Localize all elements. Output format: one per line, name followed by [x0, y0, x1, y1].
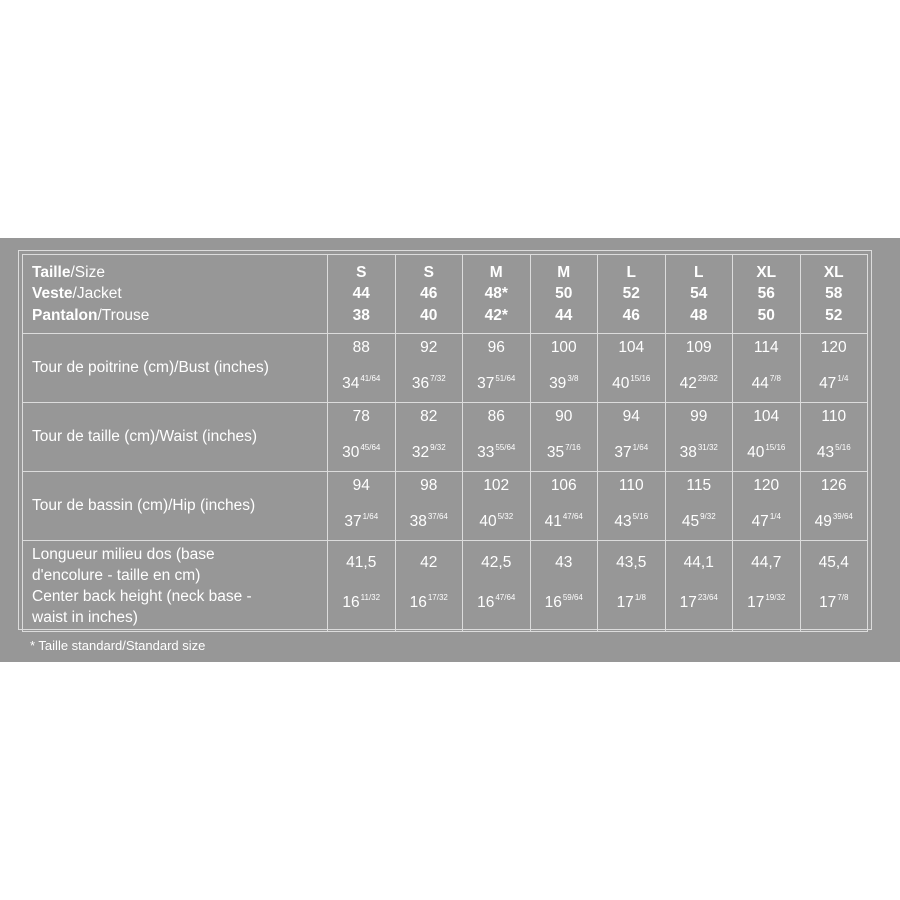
size-column-header: [598, 255, 666, 334]
header-row: [23, 255, 868, 334]
inch-fraction: 1/64: [362, 512, 379, 521]
cm-value: 94: [352, 477, 370, 494]
inch-whole: 17: [616, 594, 634, 611]
inch-whole: 47: [819, 375, 837, 392]
inch-whole: 42: [679, 375, 697, 392]
size-column-header: [530, 255, 598, 334]
inch-value: [463, 589, 530, 612]
measurement-label: Tour de taille (cm)/Waist (inches): [23, 403, 328, 472]
center-back-row: [23, 541, 868, 632]
inch-whole: 39: [549, 375, 567, 392]
cm-value: 88: [352, 339, 370, 356]
size-column-header: [800, 255, 868, 334]
inch-value: [328, 589, 395, 612]
inch-fraction: 15/16: [765, 443, 786, 452]
measurement-cell: [800, 334, 868, 403]
inch-fraction: 19/32: [765, 593, 786, 602]
inch-whole: 40: [479, 513, 497, 530]
inch-fraction: 39/64: [832, 512, 853, 521]
jacket-size: 48*: [484, 285, 508, 303]
inch-value: [666, 589, 733, 612]
inch-value: [598, 370, 665, 393]
measurement-cell: [800, 541, 868, 632]
size-letter: L: [626, 263, 636, 281]
inch-fraction: 7/8: [769, 374, 781, 383]
cm-value: 90: [555, 408, 573, 425]
size-heading-fr: Taille: [32, 263, 71, 281]
inch-value: [598, 589, 665, 612]
inch-fraction: 37/64: [427, 512, 448, 521]
size-letter: L: [694, 263, 704, 281]
cm-value: 82: [420, 408, 438, 425]
cm-value: 42,5: [481, 554, 512, 571]
jacket-size: 54: [690, 285, 708, 303]
measurement-label: Tour de poitrine (cm)/Bust (inches): [23, 334, 328, 403]
inch-whole: 16: [544, 594, 562, 611]
inch-fraction: 9/32: [700, 512, 716, 521]
inch-value: [733, 439, 800, 462]
center-back-label-line: d'encolure - taille en cm): [32, 567, 201, 584]
cm-value: 78: [352, 408, 370, 425]
inch-whole: 37: [614, 444, 632, 461]
inch-whole: 35: [546, 444, 565, 461]
inch-fraction: 23/64: [697, 593, 718, 602]
size-letter: M: [489, 263, 503, 281]
cm-value: 102: [483, 477, 510, 494]
measurement-cell: [733, 403, 801, 472]
cm-value: 104: [753, 408, 780, 425]
cm-value: 94: [622, 408, 640, 425]
center-back-label-line: Longueur milieu dos (base: [32, 546, 215, 563]
cm-value: 86: [487, 408, 505, 425]
measurement-cell: [598, 472, 666, 541]
cm-value: 44,1: [683, 554, 714, 571]
size-letter: S: [356, 263, 367, 281]
size-chart-table: [22, 254, 868, 632]
measurement-cell: [463, 541, 531, 632]
jacket-size: 58: [825, 285, 843, 303]
measurement-cell: [530, 334, 598, 403]
cm-value: 96: [487, 339, 505, 356]
center-back-label: [23, 541, 328, 632]
measurement-cell: [395, 334, 463, 403]
jacket-size: 46: [420, 285, 438, 303]
measurement-cell: [395, 472, 463, 541]
measurement-cell: [733, 472, 801, 541]
inch-whole: 17: [679, 594, 697, 611]
inch-fraction: 1/64: [632, 443, 649, 452]
pants-size: 48: [690, 306, 708, 324]
inch-fraction: 9/32: [430, 443, 446, 452]
measurement-row: [23, 403, 868, 472]
inch-fraction: 59/64: [562, 593, 583, 602]
inch-value: [733, 589, 800, 612]
inch-fraction: 5/16: [835, 443, 851, 452]
inch-value: [801, 508, 868, 531]
inch-value: [733, 370, 800, 393]
pants-size: 38: [352, 306, 370, 324]
inch-value: [463, 439, 530, 462]
inch-value: [666, 439, 733, 462]
measurement-cell: [463, 472, 531, 541]
jacket-heading-en: /Jacket: [72, 285, 122, 303]
cm-value: 104: [618, 339, 645, 356]
inch-whole: 37: [477, 375, 495, 392]
pants-size: 50: [757, 306, 775, 324]
measurement-cell: [328, 403, 396, 472]
cm-value: 45,4: [818, 554, 849, 571]
inch-whole: 49: [814, 513, 832, 530]
jacket-size: 56: [757, 285, 775, 303]
inch-whole: 33: [477, 444, 495, 461]
measurement-cell: [463, 334, 531, 403]
cm-value: 106: [550, 477, 577, 494]
inch-whole: 30: [342, 444, 360, 461]
measurement-cell: [598, 541, 666, 632]
measurement-cell: [530, 541, 598, 632]
cm-value: 98: [420, 477, 438, 494]
inch-value: [801, 370, 868, 393]
size-column-header: [463, 255, 531, 334]
measurement-cell: [800, 403, 868, 472]
inch-value: [666, 370, 733, 393]
inch-fraction: 41/64: [360, 374, 381, 383]
measurement-cell: [733, 334, 801, 403]
inch-whole: 45: [681, 513, 700, 530]
inch-value: [328, 439, 395, 462]
measurement-cell: [328, 334, 396, 403]
measurement-cell: [733, 541, 801, 632]
inch-value: [801, 589, 868, 612]
pants-heading-en: /Trouse: [97, 306, 150, 324]
cm-value: 120: [753, 477, 780, 494]
inch-whole: 38: [409, 513, 427, 530]
inch-value: [733, 508, 800, 531]
inch-value: [666, 508, 733, 531]
inch-value: [396, 370, 463, 393]
center-back-label-line: waist in inches): [32, 609, 138, 626]
size-heading: [32, 262, 327, 284]
size-column-header: [328, 255, 396, 334]
inch-fraction: 7/8: [837, 593, 849, 602]
size-column-header: [395, 255, 463, 334]
center-back-label-line: Center back height (neck base -: [32, 588, 252, 605]
inch-value: [531, 439, 598, 462]
jacket-heading: [32, 283, 327, 305]
inch-fraction: 5/32: [497, 512, 514, 521]
measurement-cell: [328, 541, 396, 632]
inch-whole: 17: [747, 594, 765, 611]
pants-heading: [32, 305, 327, 327]
measurement-cell: [395, 541, 463, 632]
inch-whole: 16: [409, 594, 427, 611]
pants-size: 46: [622, 306, 640, 324]
inch-value: [801, 439, 868, 462]
size-letter: XL: [823, 263, 844, 281]
cm-value: 43: [555, 554, 573, 571]
measurement-cell: [665, 472, 733, 541]
inch-value: [396, 439, 463, 462]
cm-value: 110: [618, 477, 644, 494]
inch-fraction: 15/16: [630, 374, 651, 383]
inch-whole: 34: [342, 375, 360, 392]
inch-fraction: 5/16: [632, 512, 649, 521]
cm-value: 120: [820, 339, 847, 356]
inch-whole: 38: [679, 444, 697, 461]
inch-whole: 44: [751, 375, 769, 392]
header-label-cell: [23, 255, 328, 334]
inch-whole: 32: [411, 444, 430, 461]
cm-value: 115: [686, 477, 712, 494]
measurement-cell: [665, 334, 733, 403]
inch-fraction: 51/64: [495, 374, 516, 383]
cm-value: 42: [420, 554, 438, 571]
inch-fraction: 47/64: [495, 593, 516, 602]
inch-fraction: 31/32: [697, 443, 718, 452]
inch-whole: 40: [747, 444, 765, 461]
measurement-cell: [463, 403, 531, 472]
measurement-cell: [598, 403, 666, 472]
size-heading-en: /Size: [70, 263, 105, 281]
measurement-cell: [395, 403, 463, 472]
cm-value: 110: [821, 408, 847, 425]
cm-value: 126: [820, 477, 847, 494]
inch-fraction: 3/8: [567, 374, 579, 383]
inch-value: [598, 508, 665, 531]
cm-value: 41,5: [346, 554, 377, 571]
measurement-cell: [530, 403, 598, 472]
inch-whole: 36: [411, 375, 430, 392]
size-letter: M: [557, 263, 571, 281]
inch-value: [396, 589, 463, 612]
inch-fraction: 1/8: [634, 593, 646, 602]
inch-fraction: 1/4: [769, 512, 781, 521]
pants-size: 52: [825, 306, 843, 324]
inch-fraction: 7/32: [430, 374, 446, 383]
inch-whole: 17: [819, 594, 837, 611]
inch-value: [531, 589, 598, 612]
cm-value: 109: [685, 339, 712, 356]
pants-size: 44: [555, 306, 573, 324]
inch-fraction: 55/64: [495, 443, 516, 452]
pants-size: 40: [420, 306, 438, 324]
inch-whole: 47: [751, 513, 769, 530]
inch-fraction: 17/32: [427, 593, 448, 602]
size-letter: XL: [756, 263, 777, 281]
jacket-size: 50: [555, 285, 573, 303]
cm-value: 92: [420, 339, 438, 356]
pants-heading-fr: Pantalon: [32, 306, 98, 324]
measurement-cell: [665, 541, 733, 632]
jacket-size: 44: [352, 285, 370, 303]
size-column-header: [733, 255, 801, 334]
inch-value: [463, 508, 530, 531]
inch-value: [328, 508, 395, 531]
jacket-size: 52: [622, 285, 640, 303]
inch-fraction: 7/16: [565, 443, 581, 452]
jacket-heading-fr: Veste: [32, 285, 73, 303]
cm-value: 43,5: [616, 554, 647, 571]
cm-value: 114: [753, 339, 779, 356]
inch-fraction: 45/64: [360, 443, 381, 452]
inch-fraction: 29/32: [697, 374, 718, 383]
inch-whole: 43: [614, 513, 632, 530]
inch-value: [463, 370, 530, 393]
inch-value: [531, 370, 598, 393]
inch-whole: 16: [477, 594, 495, 611]
cm-value: 99: [690, 408, 708, 425]
measurement-cell: [328, 472, 396, 541]
inch-whole: 43: [816, 444, 835, 461]
inch-fraction: 47/64: [562, 512, 583, 521]
standard-size-footnote: * Taille standard/Standard size: [30, 638, 206, 653]
pants-size: 42*: [484, 306, 508, 324]
measurement-cell: [665, 403, 733, 472]
size-chart-panel: [0, 238, 900, 662]
measurement-cell: [800, 472, 868, 541]
inch-whole: 40: [612, 375, 630, 392]
size-column-header: [665, 255, 733, 334]
inch-value: [396, 508, 463, 531]
cm-value: 44,7: [751, 554, 782, 571]
measurement-cell: [530, 472, 598, 541]
inch-whole: 16: [342, 594, 360, 611]
inch-value: [531, 508, 598, 531]
inch-fraction: 1/4: [837, 374, 849, 383]
inch-whole: 37: [344, 513, 362, 530]
inch-value: [328, 370, 395, 393]
cm-value: 100: [550, 339, 577, 356]
inch-fraction: 11/32: [360, 593, 381, 602]
size-letter: S: [423, 263, 434, 281]
measurement-label: Tour de bassin (cm)/Hip (inches): [23, 472, 328, 541]
measurement-cell: [598, 334, 666, 403]
measurement-row: [23, 334, 868, 403]
measurement-row: [23, 472, 868, 541]
inch-whole: 41: [544, 513, 562, 530]
inch-value: [598, 439, 665, 462]
